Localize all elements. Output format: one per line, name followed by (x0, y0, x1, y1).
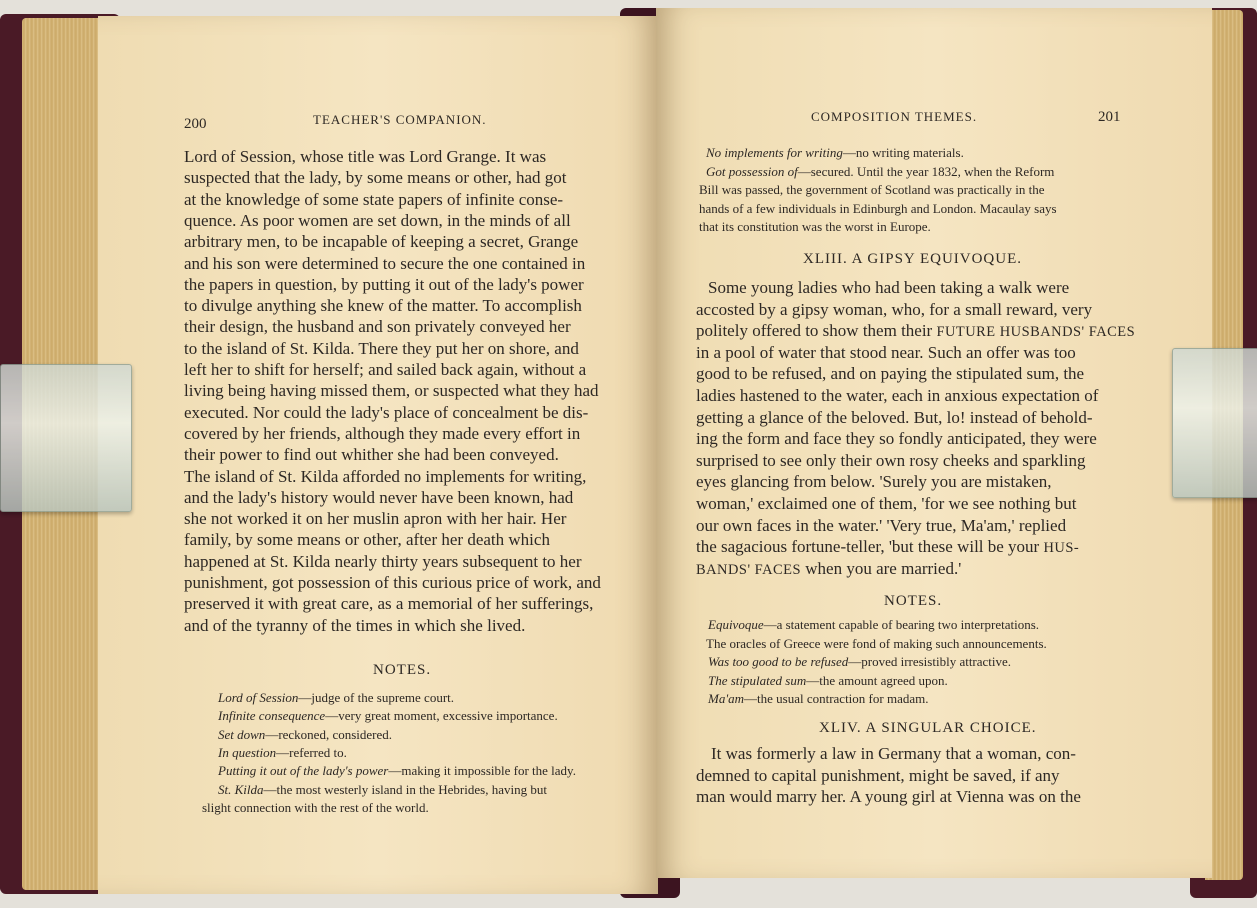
note-line (706, 145, 964, 161)
body-line (696, 364, 1084, 384)
note-term: Putting it out of the lady's power (218, 763, 389, 779)
note-term: The stipulated sum (708, 672, 807, 688)
small-caps-text: HUS- (1043, 540, 1080, 557)
section-heading-xliv: XLIV. A SINGULAR CHOICE. (819, 720, 1037, 736)
body-line: she not worked it on her muslin apron with her hair. Her (184, 509, 567, 529)
body-line: Lord of Session, whose title was Lord Grange. It was (184, 147, 547, 166)
note-term: Infinite consequence (218, 708, 326, 724)
body-line: It was formerly a law in Germany that a woman, con- (711, 744, 1076, 763)
note-text: —making it impossible for the lady. (388, 763, 576, 779)
body-line (696, 321, 1135, 342)
body-line: preserved it with great care, as a memorial of her sufferings, (184, 594, 594, 614)
running-head: TEACHER'S COMPANION. (313, 112, 487, 127)
note-text: —reckoned, considered. (265, 726, 393, 742)
note-line (708, 617, 1039, 633)
note-line (218, 708, 558, 724)
note-line (218, 690, 454, 706)
page-clip-left (0, 364, 132, 512)
body-line: man would marry her. A young girl at Vienna was on the (696, 787, 1081, 807)
body-line (708, 278, 1069, 298)
note-text: —proved irresistibly attractive. (848, 654, 1012, 669)
notes-heading: NOTES. (373, 662, 432, 678)
note-term: Equivoque (708, 617, 764, 632)
body-line: happened at St. Kilda nearly thirty years subsequent to her (184, 551, 582, 571)
note-text: The oracles of Greece were fond of making such announcements. (706, 635, 1047, 651)
body-line: living being having missed them, or suspected what they had (184, 381, 599, 401)
notes-heading: NOTES. (884, 593, 943, 609)
body-text: ing the form and face they so fondly anticipated, they were (696, 429, 1097, 449)
note-text: hands of a few individuals in Edinburgh and London. Macaulay says (699, 200, 1057, 216)
section-heading-xliii: XLIII. A GIPSY EQUIVOQUE. (803, 251, 1023, 267)
note-text: —judge of the supreme court. (298, 690, 455, 705)
body-line (696, 494, 1077, 514)
note-line (706, 164, 1054, 180)
note-line (202, 800, 429, 816)
body-line: left her to shift for herself; and sailed back again, without a (184, 360, 587, 379)
note-term: Ma'am (708, 691, 744, 706)
body-line: executed. Nor could the lady's place of concealment be dis- (184, 402, 589, 422)
body-line: and his son were determined to secure the one contained in (184, 253, 586, 273)
note-term: Was too good to be refused (708, 654, 849, 669)
note-line (708, 654, 1011, 670)
body-text: getting a glance of the beloved. But, lo! instead of behold- (696, 407, 1093, 427)
note-text: —the most westerly island in the Hebrides, having but (263, 781, 547, 797)
body-text: woman,' exclaimed one of them, 'for we see nothing but (696, 494, 1077, 513)
body-text: good to be refused, and on paying the stipulated sum, the (696, 364, 1085, 384)
note-text: —secured. Until the year 1832, when the Reform (797, 163, 1055, 179)
body-line: arbitrary men, to be incapable of keeping a secret, Grange (184, 232, 579, 252)
note-term: Got possession of (706, 163, 798, 179)
note-term: Set down (218, 726, 266, 742)
small-caps-text: FUTURE HUSBANDS' FACES (936, 324, 1136, 341)
right-page (656, 8, 1212, 878)
body-line: family, by some means or other, after her death which (184, 530, 550, 550)
note-line (218, 745, 347, 761)
note-text: —the amount agreed upon. (806, 672, 948, 688)
note-text: —a statement capable of bearing two interpretations. (763, 617, 1040, 632)
note-text: —no writing materials. (842, 145, 964, 160)
note-text: —very great moment, excessive importance. (325, 708, 558, 724)
body-text: politely offered to show them their (696, 321, 937, 341)
note-text: —the usual contraction for madam. (744, 691, 929, 706)
body-line: and the lady's history would never have been known, had (184, 487, 574, 507)
body-line: to the island of St. Kilda. There they put her on shore, and (184, 338, 579, 358)
body-line (696, 472, 1052, 492)
note-line (699, 201, 1057, 217)
body-line: their design, the husband and son privately conveyed her (184, 317, 571, 337)
body-line: at the knowledge of some state papers of infinite conse- (184, 189, 564, 209)
body-line: suspected that the lady, by some means or other, had got (184, 168, 567, 188)
note-term: In question (218, 744, 277, 760)
body-line (696, 429, 1097, 449)
body-line: quence. As poor women are set down, in the minds of all (184, 210, 571, 230)
note-text: Bill was passed, the government of Scotland was practically in the (699, 182, 1045, 197)
body-text: Some young ladies who had been taking a walk were (708, 278, 1070, 297)
body-line: the papers in question, by putting it out of the lady's power (184, 274, 584, 294)
body-line: and of the tyranny of the times in which she lived. (184, 615, 526, 635)
body-line (696, 386, 1098, 406)
body-line: to divulge anything she knew of the matter. To accomplish (184, 296, 582, 316)
small-caps-text: BANDS' FACES (696, 561, 802, 578)
note-text: —referred to. (276, 744, 347, 760)
page-number: 201 (1098, 109, 1121, 125)
note-line (699, 182, 1045, 198)
note-term: No implements for writing (706, 145, 843, 160)
body-line: The island of St. Kilda afforded no implements for writing, (184, 466, 587, 486)
running-head: COMPOSITION THEMES. (811, 109, 978, 124)
body-line (696, 559, 961, 580)
body-line (696, 537, 1079, 558)
body-text: our own faces in the water.' 'Very true, Ma'am,' replied (696, 515, 1067, 535)
note-line (699, 219, 931, 235)
body-line (696, 408, 1093, 428)
body-text: when you are married.' (801, 558, 962, 578)
note-line (708, 691, 928, 707)
body-line: covered by her friends, although they made every effort in (184, 423, 581, 443)
body-text: accosted by a gipsy woman, who, for a small reward, very (696, 299, 1093, 319)
note-line (708, 673, 948, 689)
note-line (218, 763, 576, 779)
body-text: ladies hastened to the water, each in anxious expectation of (696, 386, 1099, 405)
body-line: punishment, got possession of this curious price of work, and (184, 573, 601, 592)
page-clip-right (1172, 348, 1257, 498)
body-text: eyes glancing from below. 'Surely you are mistaken, (696, 472, 1052, 492)
body-text: surprised to see only their own rosy cheeks and sparkling (696, 450, 1086, 470)
body-line (696, 343, 1076, 363)
left-page (98, 16, 658, 894)
body-text: the sagacious fortune-teller, 'but these will be your (696, 537, 1044, 557)
body-line: demned to capital punishment, might be saved, if any (696, 765, 1060, 785)
note-line (218, 782, 547, 798)
note-line (706, 636, 1047, 652)
page-number: 200 (184, 116, 207, 132)
note-line (218, 727, 392, 743)
note-term: Lord of Session (218, 690, 299, 705)
body-line (696, 300, 1092, 320)
body-text: in a pool of water that stood near. Such an offer was too (696, 342, 1076, 362)
note-text: slight connection with the rest of the world. (202, 799, 429, 815)
body-line: their power to find out whither she had been conveyed. (184, 445, 559, 465)
body-line (696, 451, 1086, 471)
note-term: St. Kilda (218, 781, 264, 797)
note-text: that its constitution was the worst in Europe. (699, 219, 931, 234)
body-line (696, 516, 1066, 536)
